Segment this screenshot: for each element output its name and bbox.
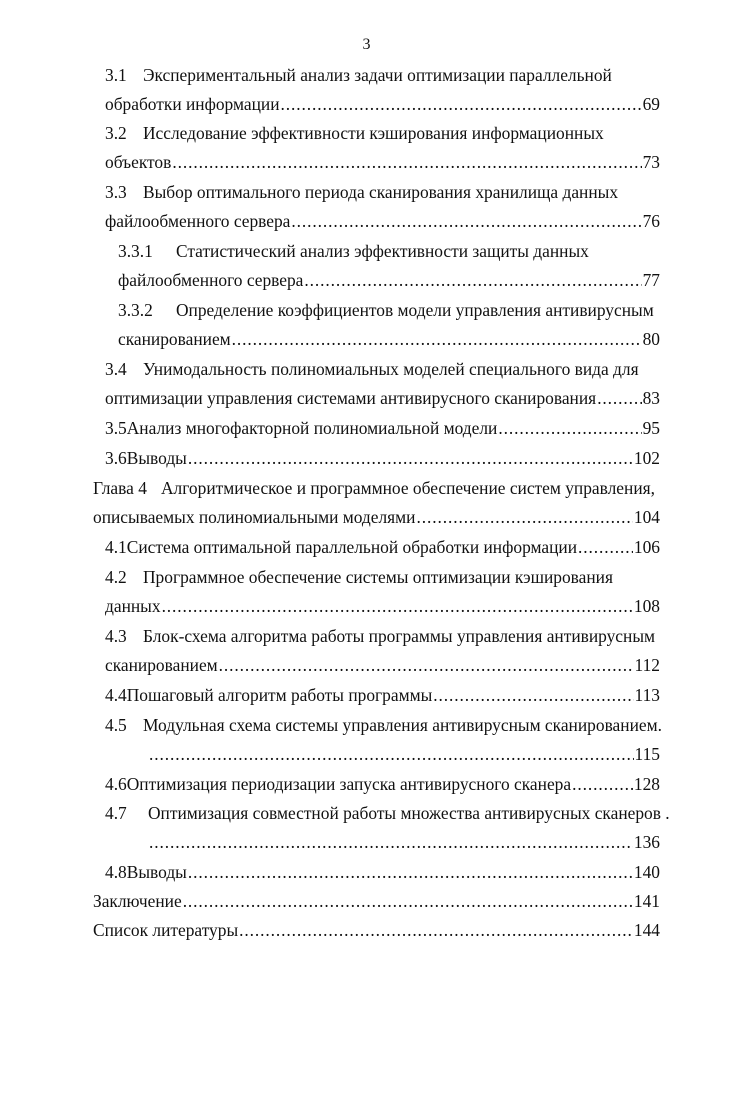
toc-leader-dots (281, 92, 642, 116)
toc-entry-4-4[interactable] (105, 683, 660, 707)
toc-entry-3-1-cont[interactable] (105, 92, 660, 116)
toc-leader-dots (304, 268, 641, 292)
toc-entry-title: объектов (105, 152, 172, 172)
toc-leader-dots (433, 683, 633, 707)
toc-entry-4-3[interactable] (105, 624, 655, 648)
toc-entry-number: 3.1 (105, 65, 127, 85)
toc-entry-number: 3.6 (105, 448, 127, 468)
toc-entry-4-5[interactable] (105, 713, 662, 737)
toc-entry-3-3-2-cont[interactable] (118, 327, 660, 351)
toc-entry-title: Список литературы (93, 920, 239, 940)
toc-entry-3-3-1-cont[interactable] (118, 268, 660, 292)
toc-entry-number: 3.5 (105, 418, 127, 438)
toc-entry-number: 3.2 (105, 123, 127, 143)
toc-entry-title: Алгоритмическое и программное обеспечение систем управления, (161, 478, 655, 498)
toc-entry-4-8[interactable] (105, 860, 660, 884)
toc-leader-dots (578, 535, 633, 559)
toc-entry-4-5-cont[interactable] (148, 742, 660, 766)
toc-entry-title: Экспериментальный анализ задачи оптимизации параллельной (143, 65, 612, 85)
toc-entry-4-7[interactable] (105, 801, 670, 825)
toc-entry-title: Исследование эффективности кэширования информационных (143, 123, 604, 143)
toc-entry-title: Блок-схема алгоритма работы программы управления антивирусным (143, 626, 656, 646)
toc-entry-3-5[interactable] (105, 416, 660, 440)
toc-page-number: 106 (633, 537, 660, 557)
toc-entry-title: Выводы (126, 862, 187, 882)
toc-entry-title: Оптимизация периодизации запуска антивирусного сканера (126, 774, 572, 794)
toc-entry-4-2[interactable] (105, 565, 613, 589)
toc-page-number: 112 (634, 655, 660, 675)
toc-entry-title: Программное обеспечение системы оптимизации кэширования (143, 567, 613, 587)
toc-entry-references[interactable] (93, 918, 660, 942)
toc-entry-number: Глава 4 (93, 478, 147, 498)
toc-leader-dots (498, 416, 641, 440)
toc-page-number: 69 (642, 94, 660, 114)
toc-entry-chapter-4[interactable] (93, 476, 655, 500)
toc-entry-3-6[interactable] (105, 446, 660, 470)
toc-entry-title: Анализ многофакторной полиномиальной модели (126, 418, 498, 438)
toc-leader-dots (183, 889, 633, 913)
toc-entry-number: 4.4 (105, 685, 127, 705)
toc-leader-dots (149, 742, 634, 766)
toc-entry-title: Модульная схема системы управления антивирусным сканированием. (143, 715, 662, 735)
toc-entry-number: 4.8 (105, 862, 127, 882)
toc-entry-title: сканированием (105, 655, 218, 675)
toc-leader-dots (219, 653, 634, 677)
toc-leader-dots (188, 860, 633, 884)
toc-page-number: 144 (633, 920, 660, 940)
toc-page-number: 102 (633, 448, 660, 468)
toc-entry-title: Оптимизация совместной работы множества антивирусных сканеров . (148, 803, 670, 823)
toc-entry-title: обработки информации (105, 94, 280, 114)
toc-page-number: 77 (642, 270, 660, 290)
toc-entry-3-3[interactable] (105, 180, 618, 204)
toc-entry-number: 4.5 (105, 715, 127, 735)
toc-page-number: 80 (642, 329, 660, 349)
toc-entry-3-4-cont[interactable] (105, 386, 660, 410)
toc-entry-3-2-cont[interactable] (105, 150, 660, 174)
toc-page-number: 83 (642, 388, 660, 408)
toc-entry-title: Система оптимальной параллельной обработки информации (126, 537, 578, 557)
toc-entry-title: Пошаговый алгоритм работы программы (126, 685, 433, 705)
toc-entry-title: Выводы (126, 448, 187, 468)
toc-entry-number: 3.3 (105, 182, 127, 202)
toc-entry-3-3-1[interactable] (118, 239, 589, 263)
toc-page-number: 141 (633, 891, 660, 911)
toc-entry-number: 3.3.2 (118, 300, 153, 320)
toc-leader-dots (597, 386, 641, 410)
toc-page-number: 128 (633, 774, 660, 794)
toc-page-number: 108 (633, 596, 660, 616)
toc-entry-number: 4.3 (105, 626, 127, 646)
toc-entry-title: Унимодальность полиномиальных моделей специального вида для (143, 359, 639, 379)
toc-page-number: 73 (642, 152, 660, 172)
toc-entry-4-2-cont[interactable] (105, 594, 660, 618)
toc-entry-conclusion[interactable] (93, 889, 660, 913)
toc-leader-dots (232, 327, 642, 351)
toc-entry-number: 4.7 (105, 803, 127, 823)
toc-leader-dots (572, 772, 633, 796)
toc-entry-number: 3.4 (105, 359, 127, 379)
toc-entry-3-2[interactable] (105, 121, 604, 145)
toc-entry-title: оптимизации управления системами антивирусного сканирования (105, 388, 597, 408)
toc-leader-dots (417, 505, 633, 529)
toc-leader-dots (162, 594, 633, 618)
toc-entry-4-3-cont[interactable] (105, 653, 660, 677)
toc-entry-4-6[interactable] (105, 772, 660, 796)
toc-entry-number: 3.3.1 (118, 241, 153, 261)
toc-entry-chapter-4-cont[interactable] (93, 505, 660, 529)
toc-entry-title: файлообменного сервера (118, 270, 304, 290)
toc-page-number: 95 (642, 418, 660, 438)
toc-entry-title: Выбор оптимального периода сканирования хранилища данных (143, 182, 619, 202)
toc-entry-title: файлообменного сервера (105, 211, 291, 231)
toc-entry-title: Статистический анализ эффективности защиты данных (176, 241, 589, 261)
toc-leader-dots (239, 918, 633, 942)
toc-entry-title: данных (105, 596, 161, 616)
toc-entry-3-3-2[interactable] (118, 298, 654, 322)
toc-leader-dots (291, 209, 641, 233)
toc-entry-title: Определение коэффициентов модели управления антивирусным (176, 300, 654, 320)
toc-entry-number: 4.6 (105, 774, 127, 794)
toc-entry-3-3-cont[interactable] (105, 209, 660, 233)
toc-entry-4-7-cont[interactable] (148, 830, 660, 854)
toc-page-number: 115 (634, 744, 660, 764)
toc-entry-4-1[interactable] (105, 535, 660, 559)
toc-page-number: 76 (642, 211, 660, 231)
toc-page-number: 136 (633, 832, 660, 852)
toc-leader-dots (149, 830, 633, 854)
toc-entry-title: описываемых полиномиальными моделями (93, 507, 416, 527)
toc-entry-title: сканированием (118, 329, 231, 349)
toc-page-number: 104 (633, 507, 660, 527)
toc-entry-3-1[interactable] (105, 63, 612, 87)
toc-page-number: 113 (634, 685, 660, 705)
toc-entry-title: Заключение (93, 891, 182, 911)
toc-entry-number: 4.2 (105, 567, 127, 587)
toc-page-number: 140 (633, 862, 660, 882)
toc-entry-number: 4.1 (105, 537, 127, 557)
toc-leader-dots (188, 446, 633, 470)
page-number: 3 (362, 36, 371, 53)
toc-leader-dots (172, 150, 641, 174)
toc-entry-3-4[interactable] (105, 357, 639, 381)
